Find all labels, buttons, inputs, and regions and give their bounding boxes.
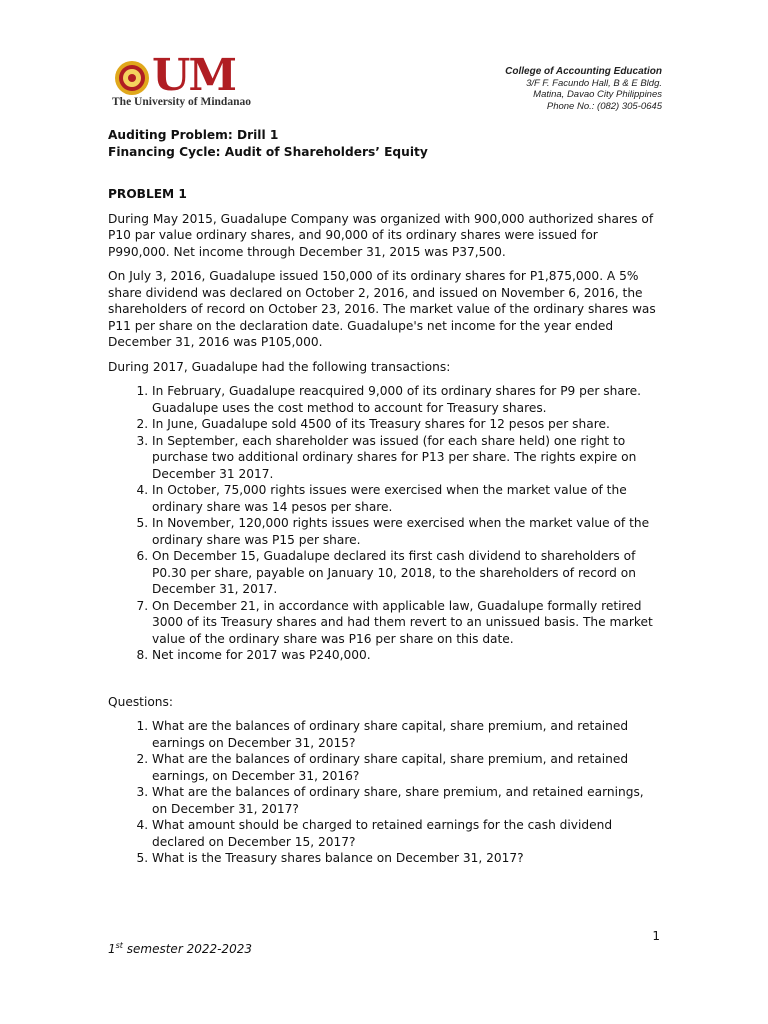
document-body	[108, 127, 660, 867]
university-logo	[110, 50, 280, 114]
paragraph: During May 2015, Guadalupe Company was organized with 900,000 authorized shares of P10 par value ordinary shares, and 90,000 of its ordinary shares were issued for P990,000. Net income through December 31, 2015 was P37,500.	[108, 211, 654, 259]
footer-ordinal-number: 1	[108, 942, 116, 956]
college-name: College of Accounting Education	[505, 66, 662, 77]
university-seal-icon	[114, 60, 150, 96]
footer-ordinal-suffix: st	[115, 941, 123, 950]
transaction-item: 8. Net income for 2017 was P240,000.	[152, 647, 660, 664]
phone-number: Phone No.: (082) 305-0645	[546, 100, 662, 112]
transaction-item: 3. In September, each shareholder was issued (for each share held) one right to purchase two additional ordinary shares for P13 per share. The rights expire on December 31 2017.	[152, 433, 660, 483]
address-line-2: Matina, Davao City Philippines	[533, 89, 662, 100]
footer-semester-text: semester 2022-2023	[122, 942, 252, 956]
problem-heading: PROBLEM 1	[108, 187, 187, 201]
question-item: 2. What are the balances of ordinary share capital, share premium, and retained earnings, on December 31, 2016?	[152, 751, 660, 784]
document-subtitle: Financing Cycle: Audit of Shareholders’ Equity	[108, 144, 428, 159]
document-title: Auditing Problem: Drill 1	[108, 128, 279, 142]
transaction-item: 2. In June, Guadalupe sold 4500 of its Treasury shares for 12 pesos per share.	[152, 416, 660, 433]
paragraph: During 2017, Guadalupe had the following transactions:	[108, 359, 451, 374]
transaction-item: 6. On December 15, Guadalupe declared its first cash dividend to shareholders of P0.30 per share, payable on January 10, 2018, to the shareholders of record on December 31, 2017.	[152, 548, 660, 598]
questions-list	[108, 718, 660, 867]
transactions-list	[108, 383, 660, 664]
logo-wordmark: UM	[152, 50, 236, 101]
paragraph: On July 3, 2016, Guadalupe issued 150,000 of its ordinary shares for P1,875,000. A 5% share dividend was declared on October 2, 2016, and issued on November 6, 2016, the shareholders of record on October 23, 2016. The market value of the ordinary shares was P11 per share on the declaration date. Guadalupe's net income for the year ended December 31, 2016 was P105,000.	[108, 269, 656, 349]
questions-label: Questions:	[108, 694, 173, 709]
transaction-item: 7. On December 21, in accordance with applicable law, Guadalupe formally retired 3000 of its Treasury shares and had them revert to an unissued basis. The market value of the ordinary share was P16 per share on this date.	[152, 598, 660, 648]
question-item: 1. What are the balances of ordinary share capital, share premium, and retained earnings on December 31, 2015?	[152, 718, 660, 751]
footer-semester	[108, 941, 252, 956]
page-number: 1	[652, 929, 660, 943]
university-name: The University of Mindanao	[112, 96, 251, 108]
question-item: 4. What amount should be charged to retained earnings for the cash dividend declared on December 15, 2017?	[152, 817, 660, 850]
question-item: 5. What is the Treasury shares balance on December 31, 2017?	[152, 850, 660, 867]
transaction-item: 5. In November, 120,000 rights issues were exercised when the market value of the ordinary share was P15 per share.	[152, 515, 660, 548]
question-item: 3. What are the balances of ordinary share, share premium, and retained earnings, on December 31, 2017?	[152, 784, 660, 817]
college-address-block	[505, 66, 662, 112]
transaction-item: 1. In February, Guadalupe reacquired 9,000 of its ordinary shares for P9 per share. Guadalupe uses the cost method to account for Treasury shares.	[152, 383, 660, 416]
transaction-item: 4. In October, 75,000 rights issues were exercised when the market value of the ordinary share was 14 pesos per share.	[152, 482, 660, 515]
address-line-1: 3/F F. Facundo Hall, B & E Bldg.	[526, 77, 662, 89]
